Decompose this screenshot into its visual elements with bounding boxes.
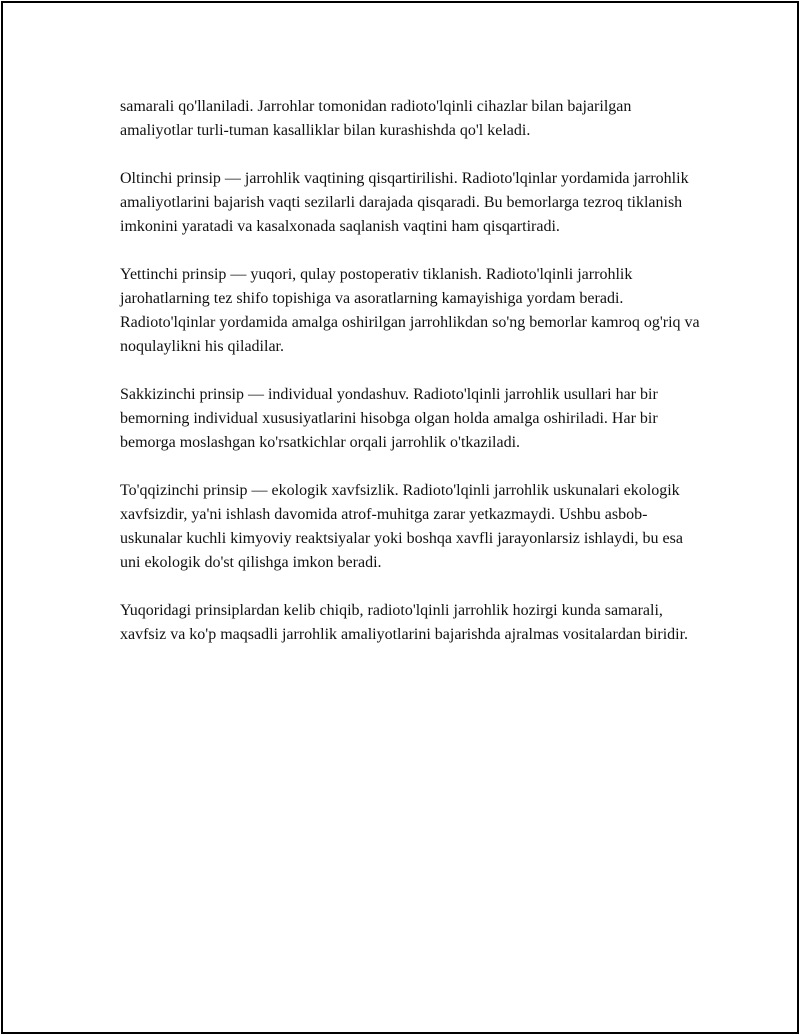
document-body <box>120 95 700 671</box>
paragraph-ninth-principle: To'qqizinchi prinsip — ekologik xavfsizlik. Radioto'lqinli jarrohlik uskunalari ekologik xavfsizdir, ya'ni ishlash davomida atrof-muhitga zarar yetkazmaydi. Ushbu asbob-uskunalar kuchli kimyoviy reaktsiyalar yoki boshqa xavfli jarayonlarsiz ishlaydi, bu esa uni ekologik do'st qilishga imkon beradi. <box>120 482 683 571</box>
paragraph-sixth-principle: Oltinchi prinsip — jarrohlik vaqtining qisqartirilishi. Radioto'lqinlar yordamida jarrohlik amaliyotlarini bajarish vaqti sezilarli darajada qisqaradi. Bu bemorlarga tezroq tiklanish imkonini yaratadi va kasalxonada saqlanish vaqtini ham qisqartiradi. <box>120 170 689 235</box>
paragraph-continuation: samarali qo'llaniladi. Jarrohlar tomonidan radioto'lqinli cihazlar bilan bajarilgan amaliyotlar turli-tuman kasalliklar bilan kurashishda qo'l keladi. <box>120 98 632 139</box>
paragraph-eighth-principle: Sakkizinchi prinsip — individual yondashuv. Radioto'lqinli jarrohlik usullari har bir bemorning individual xususiyatlarini hisobga olgan holda amalga oshiriladi. Har bir bemorga moslashgan ko'rsatkichlar orqali jarrohlik o'tkaziladi. <box>120 386 658 451</box>
document-page <box>1 1 799 1034</box>
paragraph-seventh-principle: Yettinchi prinsip — yuqori, qulay postoperativ tiklanish. Radioto'lqinli jarrohlik jarohatlarning tez shifo topishiga va asoratlarning kamayishiga yordam beradi. Radioto'lqinlar yordamida amalga oshirilgan jarrohlikdan so'ng bemorlar kamroq og'riq va noqulaylikni his qiladilar. <box>120 266 700 355</box>
paragraph-conclusion: Yuqoridagi prinsiplardan kelib chiqib, radioto'lqinli jarrohlik hozirgi kunda samarali, xavfsiz va ko'p maqsadli jarrohlik amaliyotlarini bajarishda ajralmas vositalardan biridir. <box>120 602 689 643</box>
